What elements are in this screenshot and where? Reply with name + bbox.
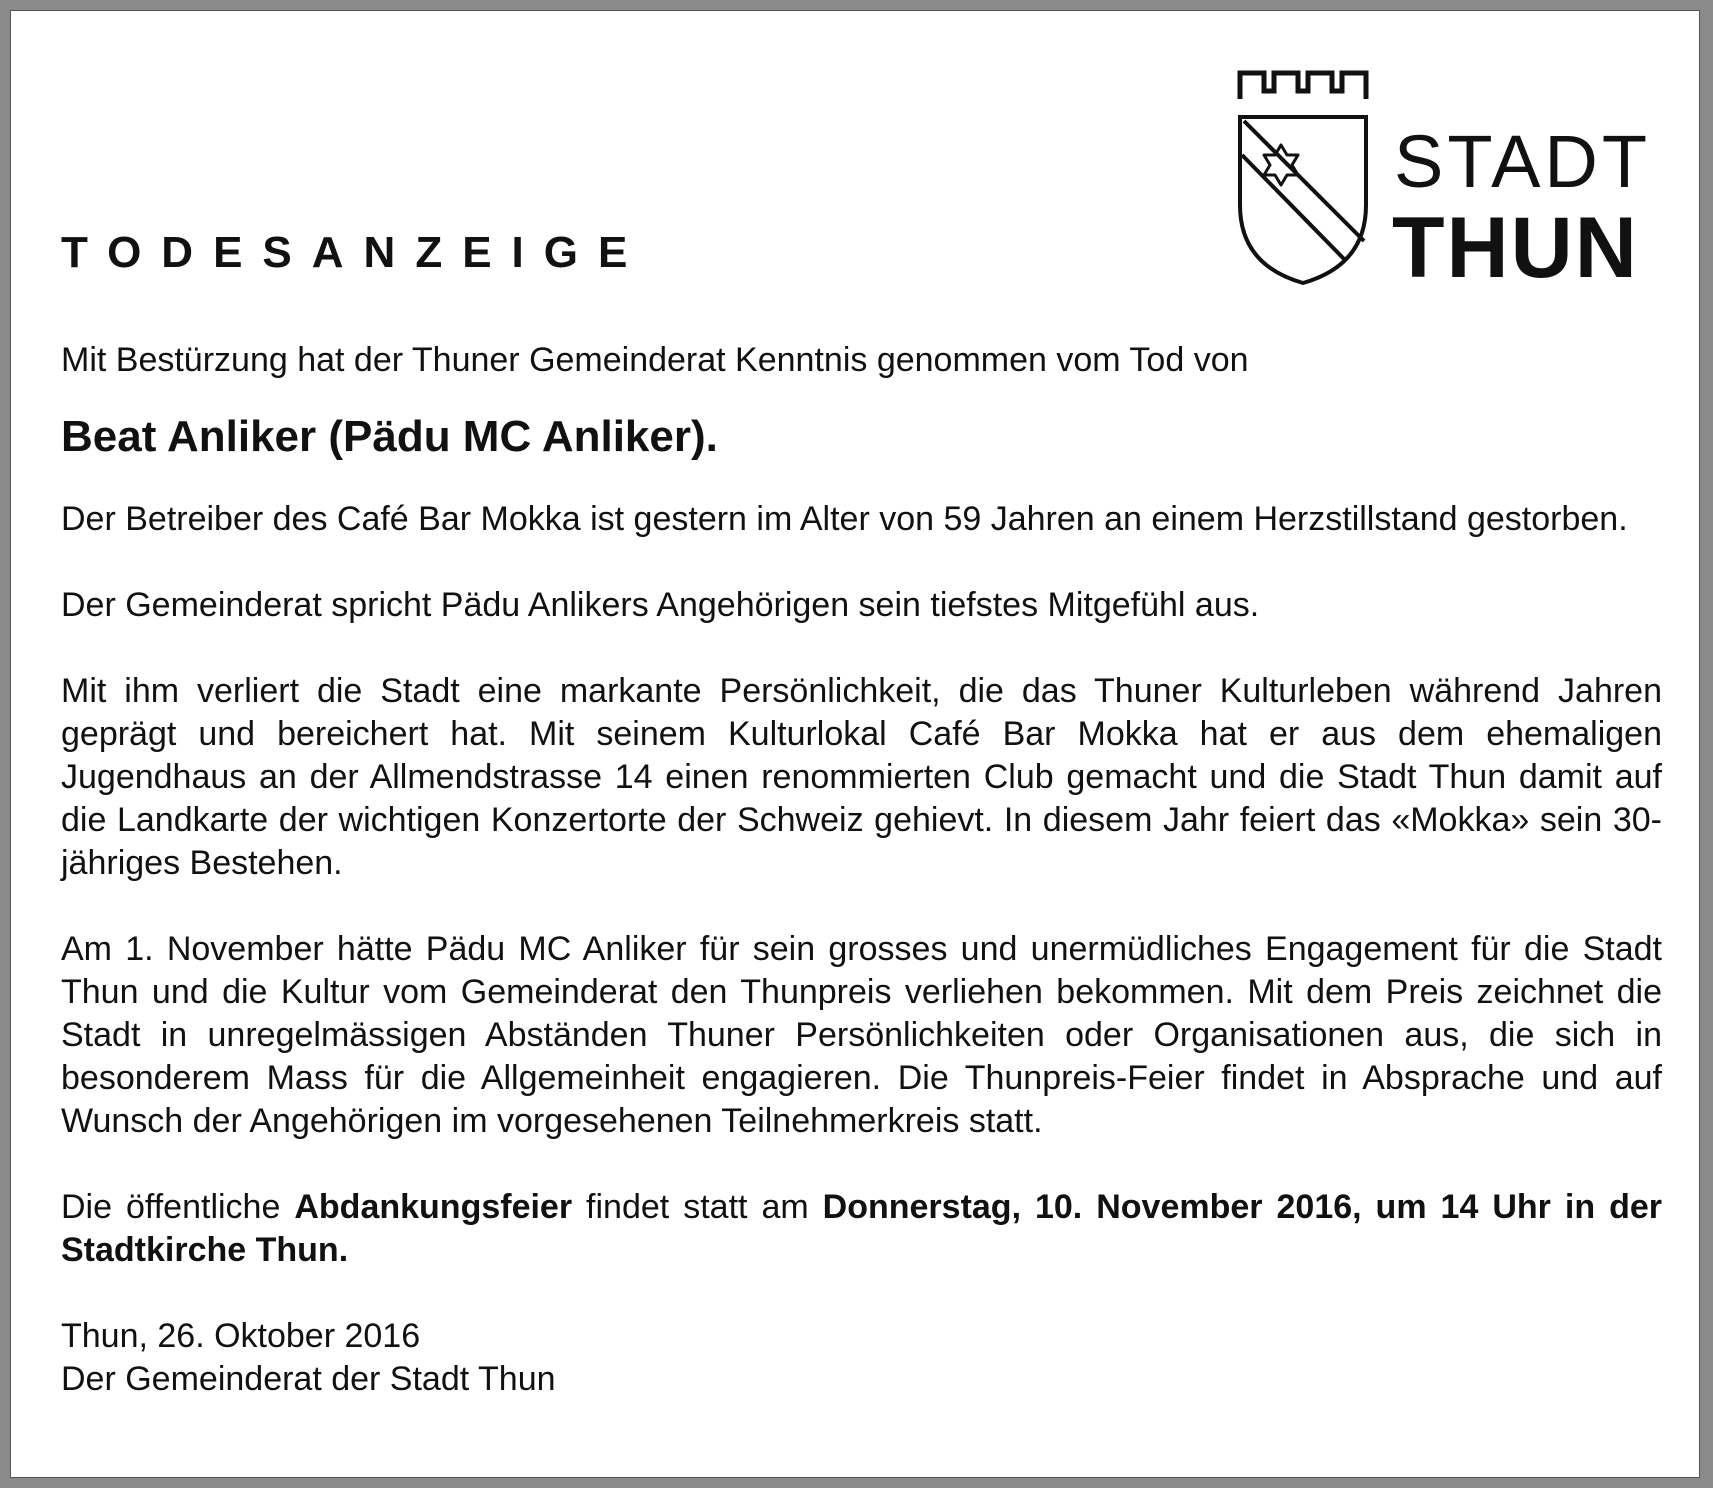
- paragraph-condolence: Der Gemeinderat spricht Pädu Anlikers Angehörigen sein tiefstes Mitgefühl aus.: [61, 586, 1260, 624]
- paragraph-tribute: Mit ihm verliert die Stadt eine markante Persönlichkeit, die das Thuner Kulturleben während Jahren geprägt und bereichert hat. Mit seinem Kulturlokal Café Bar Mokka hat er aus dem ehemaligen Jugendhaus an der Allmendstrasse 14 einen renommierten Club gemacht und die Stadt Thun damit auf die Landkarte der wichtigen Konzertorte der Schweiz gehievt. In diesem Jahr feiert das «Mokka» sein 30-jähriges Bestehen.: [61, 672, 1662, 882]
- ceremony-event: Abdankungsfeier: [294, 1188, 573, 1226]
- death-notice-page: [10, 10, 1700, 1478]
- thun-coat-of-arms-icon: [1240, 117, 1366, 283]
- intro-text: Mit Bestürzung hat der Thuner Gemeinderat Kenntnis genommen vom Tod von: [61, 341, 1249, 379]
- crenellation-icon: [1240, 73, 1366, 99]
- logo-text-thun: THUN: [1392, 200, 1639, 285]
- signature-signer: Der Gemeinderat der Stadt Thun: [61, 1360, 556, 1398]
- paragraph-thunpreis: Am 1. November hätte Pädu MC Anliker für sein grosses und unermüdliches Engagement für die Stadt Thun und die Kultur vom Gemeinderat den Thunpreis verliehen bekommen. Mit dem Preis zeichnet die Stadt in unregelmässigen Abständen Thuner Persönlichkeiten oder Organisationen aus, die sich in besonderem Mass für die Allgemeinheit engagieren. Die Thunpreis-Feier findet in Absprache und auf Wunsch der Angehörigen im vorgesehenen Teilnehmerkreis statt.: [61, 930, 1662, 1140]
- ceremony-datetime-place: Donnerstag, 10. November 2016, um 14 Uhr in der Stadtkirche Thun.: [61, 1188, 1662, 1269]
- deceased-name: Beat Anliker (Pädu MC Anliker).: [61, 412, 718, 461]
- ceremony-middle: findet statt am: [572, 1188, 823, 1226]
- ceremony-prefix: Die öffentliche: [61, 1188, 295, 1226]
- paragraph-ceremony: [61, 1186, 1662, 1272]
- paragraph-death-info: Der Betreiber des Café Bar Mokka ist gestern im Alter von 59 Jahren an einem Herzstillstand gestorben.: [61, 500, 1628, 538]
- logo-text-stadt: STADT: [1394, 120, 1652, 203]
- stadt-thun-logo: [1226, 55, 1686, 285]
- notice-body: [61, 339, 1662, 1401]
- stadt-thun-logo-graphic: [1226, 55, 1686, 285]
- page-title: TODESANZEIGE: [61, 228, 648, 277]
- signature-place-date: Thun, 26. Oktober 2016: [61, 1317, 421, 1355]
